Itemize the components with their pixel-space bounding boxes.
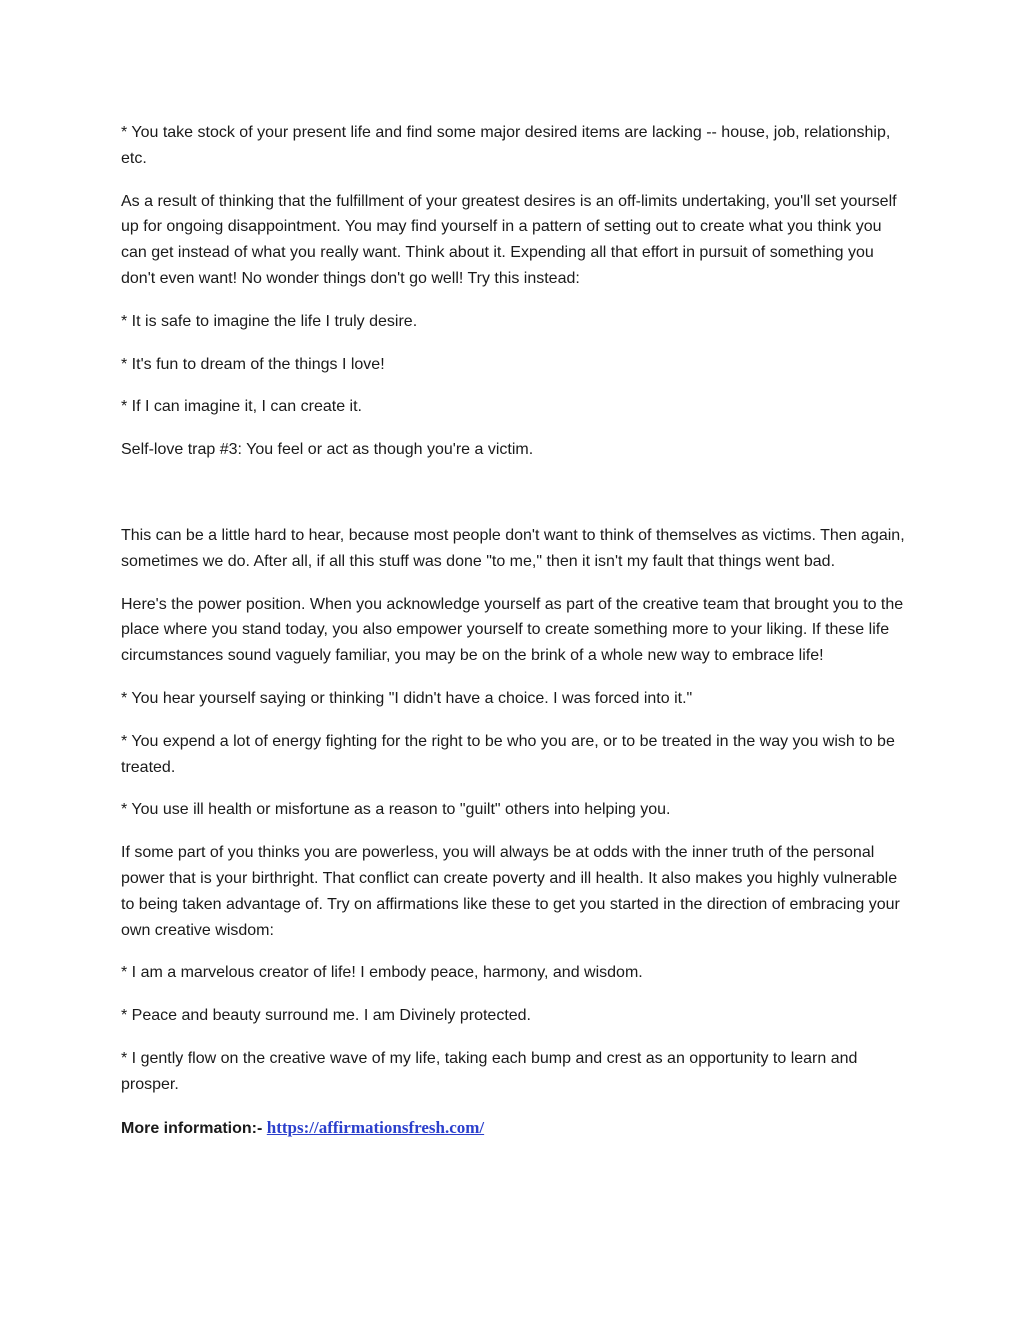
paragraph: * You take stock of your present life and find some major desired items are lacking -- house, job, relationship, etc.: [121, 124, 891, 167]
paragraph: As a result of thinking that the fulfillment of your greatest desires is an off-limits undertaking, you'll set yourself up for ongoing disappointment. You may find yourself in a pattern of setting out to create what you think you can get instead of what you really want. Think about it. Expending all that effort in pursuit of something you don't even want! No wonder things don't go well! Try this instead:: [121, 192, 897, 287]
section-heading: Self-love trap #3: You feel or act as though you're a victim.: [121, 441, 534, 459]
affirmation-item: * Peace and beauty surround me. I am Divinely protected.: [121, 1007, 531, 1025]
more-information-label: More information:-: [121, 1119, 263, 1137]
document-page: [121, 120, 906, 1158]
affirmation-item: * It is safe to imagine the life I truly desire.: [121, 312, 418, 330]
affirmation-item: * If I can imagine it, I can create it.: [121, 398, 362, 416]
paragraph: If some part of you thinks you are powerless, you will always be at odds with the inner truth of the personal power that is your birthright. That conflict can create poverty and ill health. It also makes you highly vulnerable to being taken advantage of. Try on affirmations like these to get you started in the direction of embracing your own creative wisdom:: [121, 844, 900, 939]
list-item: * You use ill health or misfortune as a reason to "guilt" others into helping you.: [121, 801, 671, 819]
affirmation-item: * I gently flow on the creative wave of my life, taking each bump and crest as an opportunity to learn and prosper.: [121, 1049, 858, 1093]
website-link[interactable]: https://affirmationsfresh.com/: [266, 1117, 485, 1137]
affirmation-item: * It's fun to dream of the things I love!: [121, 355, 385, 373]
more-information-line: [121, 1115, 906, 1142]
paragraph: This can be a little hard to hear, because most people don't want to think of themselves as victims. Then again, sometimes we do. After all, if all this stuff was done "to me," then it isn't my fault that things went bad.: [121, 526, 905, 570]
list-item: * You expend a lot of energy fighting for the right to be who you are, or to be treated in the way you wish to be treated.: [121, 732, 895, 776]
paragraph: Here's the power position. When you acknowledge yourself as part of the creative team that brought you to the place where you stand today, you also empower yourself to create something more to your liking. If these life circumstances sound vaguely familiar, you may be on the brink of a whole new way to embrace life!: [121, 595, 904, 665]
affirmation-item: * I am a marvelous creator of life! I embody peace, harmony, and wisdom.: [121, 964, 643, 982]
list-item: * You hear yourself saying or thinking "I didn't have a choice. I was forced into it.": [121, 689, 693, 707]
